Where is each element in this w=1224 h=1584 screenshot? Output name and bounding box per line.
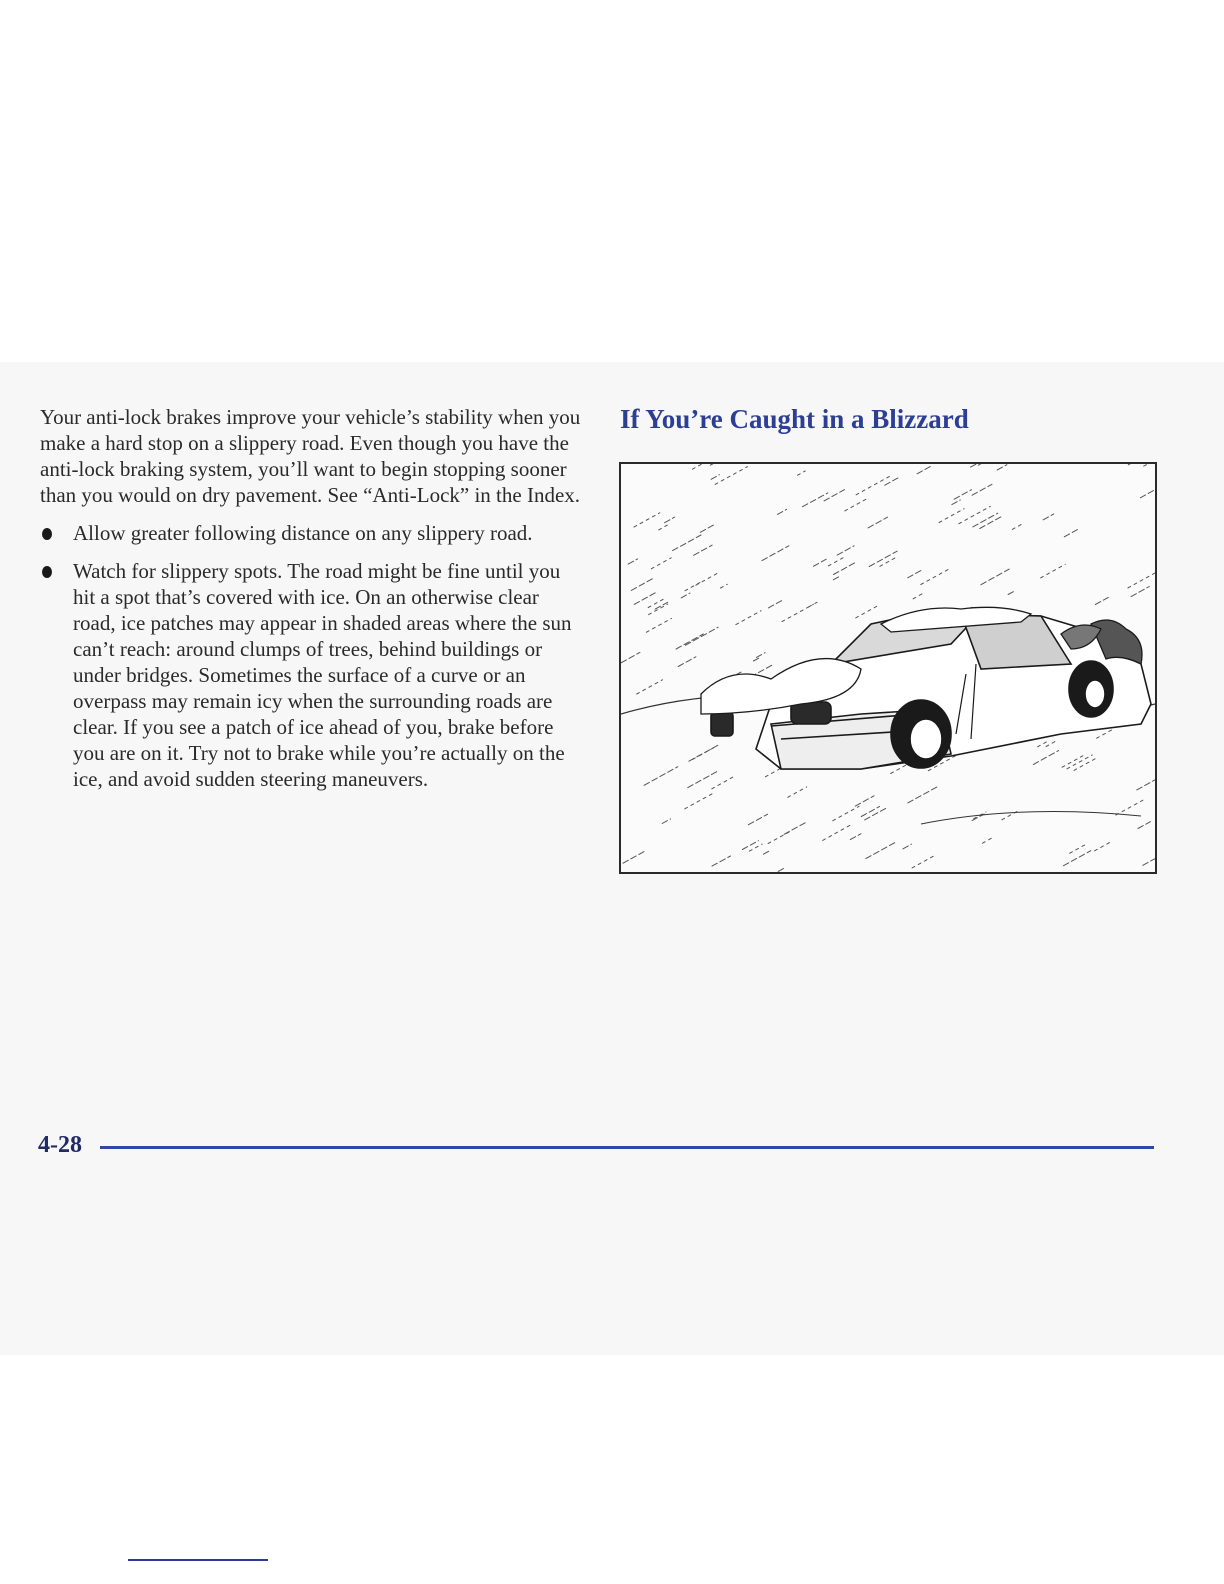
bullet-text: Allow greater following distance on any slippery road. xyxy=(73,521,533,545)
left-column xyxy=(40,404,585,804)
list-item xyxy=(40,520,585,546)
bullet-text: Watch for slippery spots. The road might be fine until you hit a spot that’s covered with ice. On an otherwise clear road, ice patches may appear in shaded areas where the sun can’t reach: around clumps of trees, behind buildings or under bridges. Sometimes the surface of a curve or an overpass may remain icy when the surrounding roads are clear. If you see a patch of ice ahead of you, brake before you are on it. Try not to brake while you’re actually on the ice, and avoid sudden steering maneuvers. xyxy=(73,559,572,791)
section-heading: If You’re Caught in a Blizzard xyxy=(620,404,969,434)
bullet-list xyxy=(40,520,585,792)
bullet-icon xyxy=(42,528,52,540)
list-item xyxy=(40,558,585,792)
car-in-blizzard-illustration xyxy=(619,462,1157,874)
bullet-icon xyxy=(42,566,52,578)
page-number: 4-28 xyxy=(38,1132,82,1158)
footer-rule xyxy=(100,1146,1154,1149)
blizzard-drawing xyxy=(621,464,1155,872)
intro-paragraph: Your anti-lock brakes improve your vehicle’s stability when you make a hard stop on a slippery road. Even though you have the anti-lock braking system, you’ll want to begin stopping sooner than you would on dry pavement. See “Anti-Lock” in the Index. xyxy=(40,405,581,507)
bottom-rule xyxy=(128,1559,268,1561)
